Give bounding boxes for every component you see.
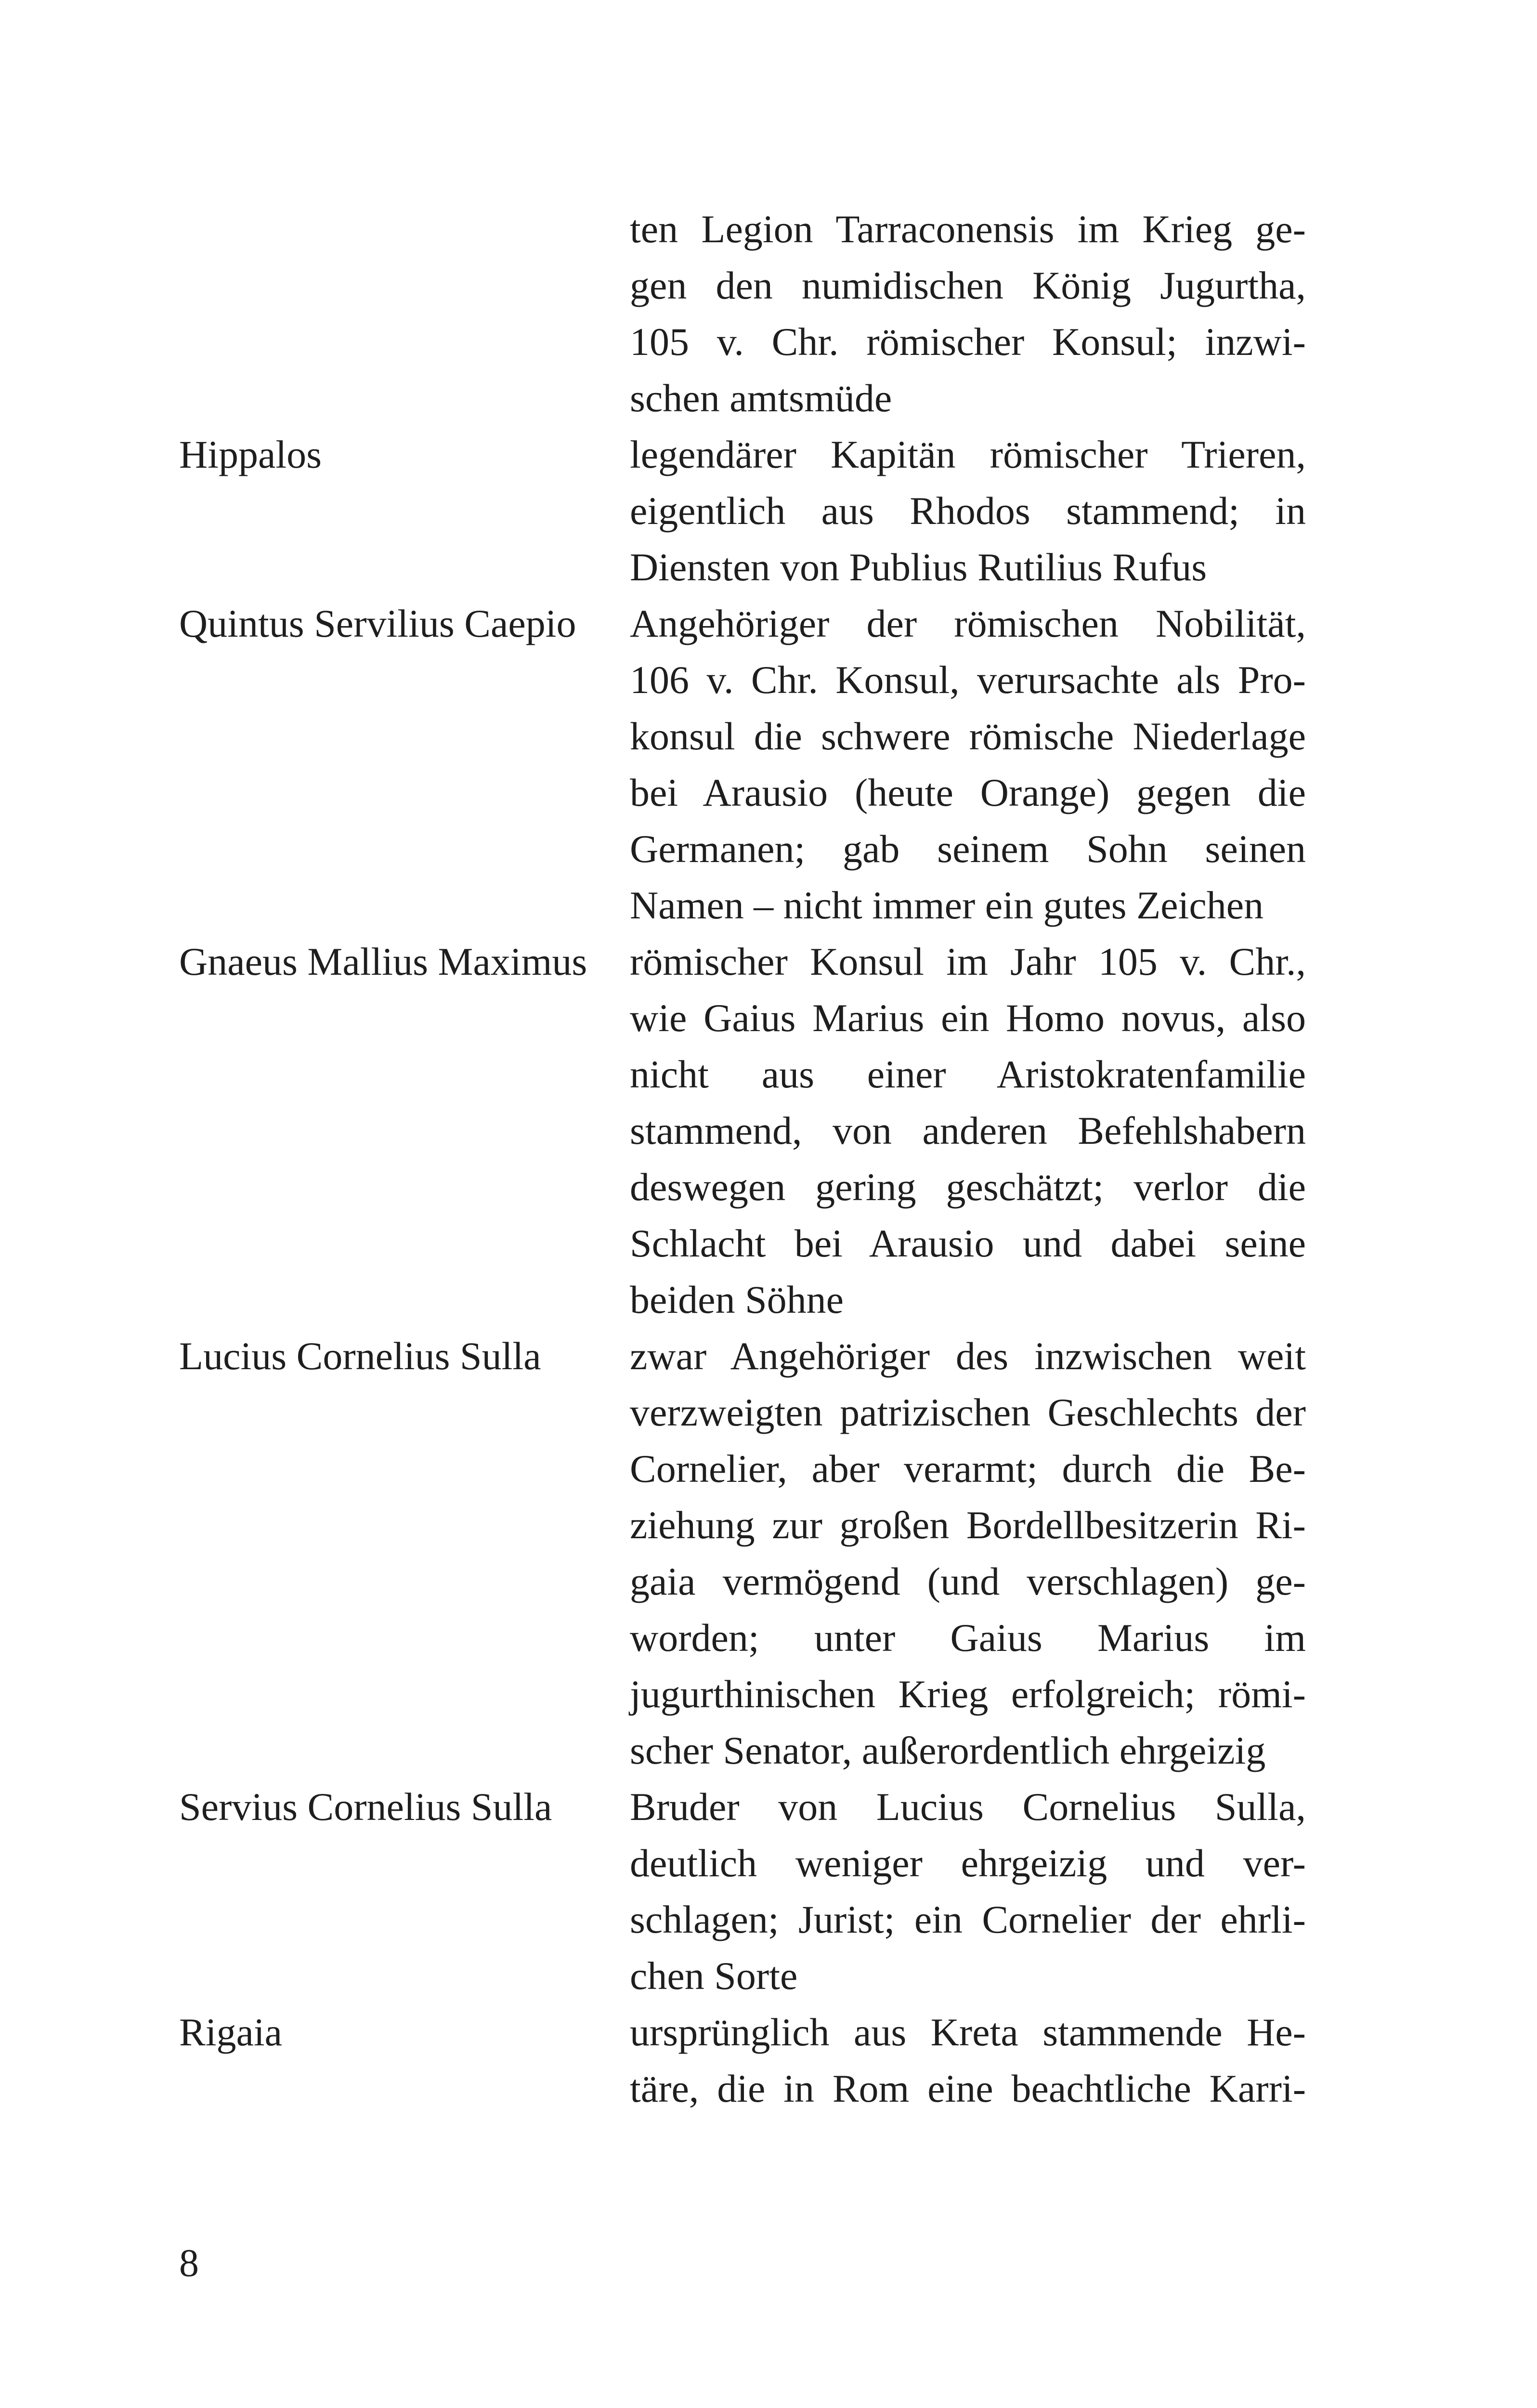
description-line: deswegen gering geschätzt; verlor die	[630, 1165, 1306, 1209]
description-line: Germanen; gab seinem Sohn seinen	[630, 827, 1306, 871]
description-line: schlagen; Jurist; ein Cornelier der ehrli-	[630, 1898, 1306, 1941]
description-line: verzweigten patrizischen Geschlechts der	[630, 1390, 1306, 1434]
list-entry	[179, 201, 1306, 426]
description-line: stammend, von anderen Befehlshabern	[630, 1109, 1306, 1152]
description-line: jugurthinischen Krieg erfolgreich; römi-	[630, 1672, 1306, 1716]
description-line: 105 v. Chr. römischer Konsul; inzwi-	[630, 320, 1306, 364]
description-line: römischer Konsul im Jahr 105 v. Chr.,	[630, 940, 1306, 983]
entry-description	[630, 201, 1306, 426]
description-line: Schlacht bei Arausio und dabei seine	[630, 1221, 1306, 1265]
description-line: chen Sorte	[630, 1954, 798, 1998]
entry-name: Quintus Servilius Caepio	[179, 602, 576, 645]
entry-name: Lucius Cornelius Sulla	[179, 1334, 541, 1378]
description-line: konsul die schwere römische Niederlage	[630, 714, 1306, 758]
entry-name: Servius Cornelius Sulla	[179, 1785, 552, 1829]
description-line: zwar Angehöriger des inzwischen weit	[630, 1334, 1306, 1378]
list-entry	[179, 595, 1306, 933]
entry-description	[630, 2004, 1306, 2117]
description-line: eigentlich aus Rhodos stammend; in	[630, 489, 1306, 533]
description-line: schen amtsmüde	[630, 376, 892, 420]
description-line: Bruder von Lucius Cornelius Sulla,	[630, 1785, 1306, 1829]
description-line: gen den numidischen König Jugurtha,	[630, 263, 1306, 307]
description-line: Diensten von Publius Rutilius Rufus	[630, 545, 1207, 589]
entry-description	[630, 595, 1306, 933]
description-line: wie Gaius Marius ein Homo novus, also	[630, 996, 1306, 1040]
entry-name: Rigaia	[179, 2010, 283, 2054]
description-line: Angehöriger der römischen Nobilität,	[630, 602, 1306, 645]
description-line: 106 v. Chr. Konsul, verursachte als Pro-	[630, 658, 1306, 702]
description-line: gaia vermögend (und verschlagen) ge-	[630, 1559, 1306, 1603]
description-line: ziehung zur großen Bordellbesitzerin Ri-	[630, 1503, 1306, 1547]
entry-description	[630, 1779, 1306, 2004]
page-number: 8	[179, 2241, 199, 2285]
description-line: bei Arausio (heute Orange) gegen die	[630, 771, 1306, 814]
description-line: beiden Söhne	[630, 1278, 844, 1322]
list-entry	[179, 933, 1306, 1328]
entry-description	[630, 426, 1306, 595]
entry-description	[630, 1328, 1306, 1779]
entry-name: Gnaeus Mallius Maximus	[179, 940, 587, 983]
description-line: scher Senator, außerordentlich ehrgeizig	[630, 1728, 1266, 1772]
list-entry	[179, 1779, 1306, 2004]
entry-name: Hippalos	[179, 432, 322, 476]
description-line: ursprünglich aus Kreta stammende He-	[630, 2010, 1306, 2054]
description-line: Namen – nicht immer ein gutes Zeichen	[630, 883, 1264, 927]
description-line: deutlich weniger ehrgeizig und ver-	[630, 1841, 1306, 1885]
list-entry	[179, 426, 1306, 595]
description-line: worden; unter Gaius Marius im	[630, 1616, 1306, 1660]
description-line: legendärer Kapitän römischer Trieren,	[630, 432, 1306, 476]
description-line: ten Legion Tarraconensis im Krieg ge-	[630, 207, 1306, 251]
description-line: Cornelier, aber verarmt; durch die Be-	[630, 1447, 1306, 1491]
entry-description	[630, 933, 1306, 1328]
list-entry	[179, 2004, 1306, 2117]
character-list	[179, 201, 1306, 2117]
description-line: täre, die in Rom eine beachtliche Karri-	[630, 2067, 1306, 2110]
description-line: nicht aus einer Aristokratenfamilie	[630, 1052, 1306, 1096]
list-entry	[179, 1328, 1306, 1779]
